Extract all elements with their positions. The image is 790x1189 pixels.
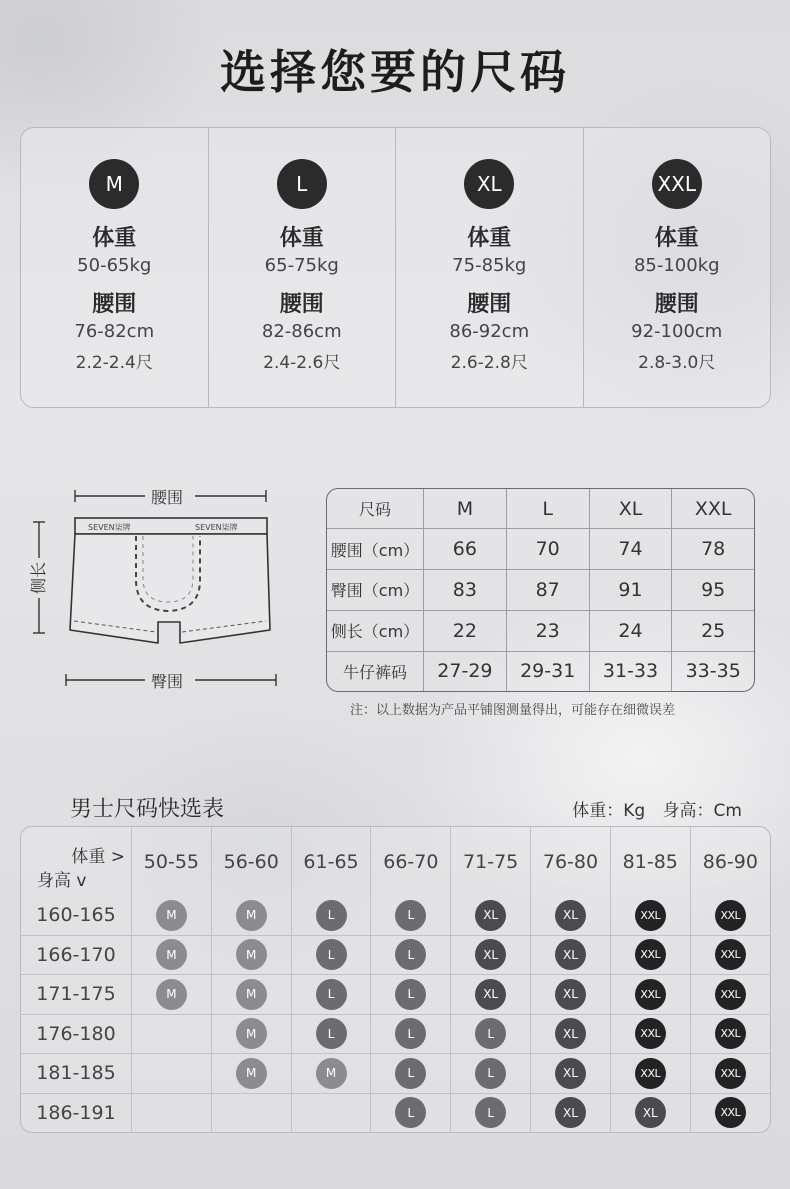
brand-logo: SEVEN柒牌 bbox=[88, 523, 131, 532]
table-cell: 23 bbox=[506, 610, 589, 651]
quick-table-cell bbox=[690, 1014, 770, 1054]
measurement-note: 注：以上数据为产品平铺图测量得出，可能存在细微误差 bbox=[350, 703, 676, 718]
quick-table-cell bbox=[291, 1054, 371, 1094]
waist-cm: 76-82cm bbox=[74, 321, 155, 342]
table-header-cell: L bbox=[506, 489, 589, 529]
table-cell: 22 bbox=[424, 610, 507, 651]
size-card-xxl bbox=[584, 128, 771, 407]
size-dot: XXL bbox=[635, 939, 666, 970]
table-cell: 29-31 bbox=[506, 651, 589, 691]
size-dot: XL bbox=[555, 1018, 586, 1049]
waist-chi: 2.8-3.0尺 bbox=[638, 353, 716, 373]
quick-table-cell bbox=[531, 1014, 611, 1054]
quick-table-cell bbox=[291, 896, 371, 935]
weight-header-cell: 76-80 bbox=[531, 827, 611, 896]
table-cell: 95 bbox=[672, 570, 754, 611]
quick-table-cell bbox=[451, 896, 531, 935]
quick-table-cell bbox=[690, 935, 770, 975]
quick-table-cell bbox=[451, 1093, 531, 1132]
table-row bbox=[327, 610, 754, 651]
weight-header-cell: 71-75 bbox=[451, 827, 531, 896]
size-dot: XL bbox=[555, 1058, 586, 1089]
size-dot: M bbox=[156, 900, 187, 931]
quick-table-header-row bbox=[21, 827, 770, 896]
size-card-l bbox=[209, 128, 397, 407]
waist-cm: 92-100cm bbox=[631, 321, 723, 342]
size-dot: M bbox=[236, 900, 267, 931]
table-cell: 25 bbox=[672, 610, 754, 651]
quick-table-cell bbox=[610, 975, 690, 1015]
page-title: 选择您要的尺码 bbox=[220, 45, 570, 99]
height-axis-label: 身高 v bbox=[37, 870, 87, 891]
weight-label: 体重 bbox=[279, 226, 324, 251]
weight-label: 体重 bbox=[654, 226, 699, 251]
quick-table-row bbox=[21, 1093, 770, 1132]
quick-table-cell bbox=[291, 975, 371, 1015]
size-dot: L bbox=[316, 1018, 347, 1049]
weight-header-cell: 61-65 bbox=[291, 827, 371, 896]
size-dot: XXL bbox=[635, 900, 666, 931]
height-row-label: 186-191 bbox=[21, 1093, 132, 1132]
size-badge: M bbox=[89, 159, 139, 209]
size-dot: M bbox=[236, 939, 267, 970]
waist-label: 腰围 bbox=[654, 292, 699, 317]
size-badge: L bbox=[277, 159, 327, 209]
quick-table-cell bbox=[610, 935, 690, 975]
waist-chi: 2.2-2.4尺 bbox=[75, 353, 153, 373]
weight-value: 50-65kg bbox=[77, 255, 152, 276]
table-header-cell: M bbox=[424, 489, 507, 529]
quick-table-corner bbox=[21, 827, 132, 896]
height-row-label: 160-165 bbox=[21, 896, 132, 935]
weight-value: 85-100kg bbox=[633, 255, 720, 276]
quick-table-cell bbox=[451, 975, 531, 1015]
quick-table-cell bbox=[211, 1093, 291, 1132]
quick-table-cell bbox=[291, 1093, 371, 1132]
quick-table-cell bbox=[610, 1014, 690, 1054]
weight-header-cell: 81-85 bbox=[610, 827, 690, 896]
quick-table-title: 男士尺码快选表 bbox=[70, 797, 225, 822]
size-dot: XL bbox=[475, 900, 506, 931]
table-header-cell: 尺码 bbox=[327, 489, 424, 529]
quick-table-cell bbox=[690, 896, 770, 935]
waist-cm: 82-86cm bbox=[261, 321, 342, 342]
size-dot: XL bbox=[555, 1097, 586, 1128]
table-cell: 87 bbox=[506, 570, 589, 611]
quick-table-cell bbox=[451, 935, 531, 975]
waist-cm: 86-92cm bbox=[449, 321, 530, 342]
quick-table-cell bbox=[690, 1093, 770, 1132]
table-row-label: 牛仔裤码 bbox=[327, 651, 424, 691]
table-row bbox=[327, 651, 754, 691]
size-dot: XXL bbox=[635, 979, 666, 1010]
weight-value: 65-75kg bbox=[264, 255, 339, 276]
size-dot: XL bbox=[555, 900, 586, 931]
quick-table-cell bbox=[371, 975, 451, 1015]
quick-table-cell bbox=[451, 1014, 531, 1054]
size-dot: L bbox=[395, 900, 426, 931]
quick-table-cell bbox=[132, 935, 212, 975]
quick-table-cell bbox=[610, 1093, 690, 1132]
table-row-label: 臀围（cm） bbox=[327, 570, 424, 611]
table-row-label: 侧长（cm） bbox=[327, 610, 424, 651]
quick-table-cell bbox=[211, 1014, 291, 1054]
quick-table-cell bbox=[371, 1014, 451, 1054]
table-cell: 66 bbox=[424, 529, 507, 570]
waist-label: 腰围 bbox=[92, 292, 137, 317]
table-header-cell: XXL bbox=[672, 489, 754, 529]
table-cell: 33-35 bbox=[685, 660, 741, 683]
quick-table-cell bbox=[211, 896, 291, 935]
height-row-label: 166-170 bbox=[21, 935, 132, 975]
quick-table-cell bbox=[211, 975, 291, 1015]
size-badge: XXL bbox=[652, 159, 702, 209]
size-dot: XL bbox=[555, 939, 586, 970]
quick-table-cell bbox=[690, 1054, 770, 1094]
size-dot: M bbox=[236, 979, 267, 1010]
size-dot: M bbox=[156, 939, 187, 970]
quick-table-cell bbox=[291, 1014, 371, 1054]
quick-table-row bbox=[21, 1014, 770, 1054]
underwear-diagram bbox=[20, 480, 280, 695]
size-dot: L bbox=[316, 939, 347, 970]
measurement-table bbox=[326, 488, 755, 692]
hip-dimension-label: 臀围 bbox=[151, 672, 184, 691]
quick-table-cell bbox=[531, 1054, 611, 1094]
height-row-label: 181-185 bbox=[21, 1054, 132, 1094]
table-cell: 91 bbox=[589, 570, 672, 611]
quick-table-cell bbox=[531, 975, 611, 1015]
height-row-label: 176-180 bbox=[21, 1014, 132, 1054]
quick-table-cell bbox=[132, 1054, 212, 1094]
quick-table-cell bbox=[371, 896, 451, 935]
size-dot: XXL bbox=[635, 1018, 666, 1049]
weight-header-cell: 66-70 bbox=[371, 827, 451, 896]
quick-table-row bbox=[21, 896, 770, 935]
size-dot: XXL bbox=[715, 939, 746, 970]
weight-header-cell: 56-60 bbox=[211, 827, 291, 896]
size-dot: XXL bbox=[715, 900, 746, 931]
weight-label: 体重 bbox=[92, 226, 137, 251]
size-dot: XXL bbox=[635, 1058, 666, 1089]
quick-table-cell bbox=[371, 1093, 451, 1132]
quick-table-units: 体重：Kg 身高：Cm bbox=[572, 801, 742, 821]
size-dot: L bbox=[395, 979, 426, 1010]
weight-label: 体重 bbox=[467, 226, 512, 251]
quick-table-cell bbox=[371, 1054, 451, 1094]
size-dot: XXL bbox=[715, 1058, 746, 1089]
quick-size-table bbox=[20, 826, 771, 1133]
table-cell: 24 bbox=[589, 610, 672, 651]
size-dot: XL bbox=[555, 979, 586, 1010]
quick-table-row bbox=[21, 975, 770, 1015]
quick-table-row bbox=[21, 935, 770, 975]
side-dimension-label: 侧长 bbox=[29, 561, 49, 595]
quick-table-cell bbox=[132, 975, 212, 1015]
table-row-label: 腰围（cm） bbox=[327, 529, 424, 570]
size-dot: L bbox=[395, 1097, 426, 1128]
size-dot: L bbox=[395, 1058, 426, 1089]
briefs-illustration bbox=[20, 480, 280, 695]
waist-chi: 2.6-2.8尺 bbox=[450, 353, 528, 373]
size-dot: L bbox=[395, 939, 426, 970]
quick-table-row bbox=[21, 1054, 770, 1094]
quick-table-cell bbox=[531, 896, 611, 935]
table-row bbox=[327, 570, 754, 611]
size-dot: XXL bbox=[715, 979, 746, 1010]
weight-header-cell: 86-90 bbox=[702, 850, 758, 873]
size-card-xl bbox=[396, 128, 584, 407]
table-cell: 78 bbox=[672, 529, 754, 570]
size-card-m bbox=[21, 128, 209, 407]
waist-label: 腰围 bbox=[467, 292, 512, 317]
size-dot: M bbox=[156, 979, 187, 1010]
table-cell: 31-33 bbox=[589, 651, 672, 691]
size-dot: XXL bbox=[715, 1018, 746, 1049]
quick-table-cell bbox=[690, 975, 770, 1015]
size-cards bbox=[20, 127, 771, 408]
table-header-cell: XL bbox=[589, 489, 672, 529]
table-cell: 70 bbox=[506, 529, 589, 570]
quick-table-cell bbox=[371, 935, 451, 975]
quick-table-cell bbox=[531, 1093, 611, 1132]
waist-dimension-label: 腰围 bbox=[151, 488, 184, 507]
quick-table-cell bbox=[211, 1054, 291, 1094]
table-row bbox=[327, 529, 754, 570]
quick-table-cell bbox=[132, 1093, 212, 1132]
waist-label: 腰围 bbox=[279, 292, 324, 317]
weight-header-cell: 50-55 bbox=[132, 827, 212, 896]
table-cell: 27-29 bbox=[424, 651, 507, 691]
height-row-label: 171-175 bbox=[21, 975, 132, 1015]
weight-axis-label: 体重 > bbox=[71, 846, 125, 867]
quick-table-cell bbox=[610, 896, 690, 935]
brand-logo: SEVEN柒牌 bbox=[195, 523, 238, 532]
size-dot: XL bbox=[475, 939, 506, 970]
size-dot: L bbox=[475, 1097, 506, 1128]
table-cell: 74 bbox=[589, 529, 672, 570]
quick-table-cell bbox=[291, 935, 371, 975]
size-dot: M bbox=[316, 1058, 347, 1089]
size-dot: XL bbox=[475, 979, 506, 1010]
table-cell: 83 bbox=[424, 570, 507, 611]
quick-table-cell bbox=[132, 1014, 212, 1054]
size-dot: XL bbox=[635, 1097, 666, 1128]
size-dot: M bbox=[236, 1058, 267, 1089]
size-dot: L bbox=[475, 1018, 506, 1049]
size-dot: M bbox=[236, 1018, 267, 1049]
quick-table-cell bbox=[211, 935, 291, 975]
size-dot: L bbox=[316, 979, 347, 1010]
quick-table-cell bbox=[610, 1054, 690, 1094]
size-dot: L bbox=[475, 1058, 506, 1089]
size-dot: L bbox=[316, 900, 347, 931]
size-dot: L bbox=[395, 1018, 426, 1049]
weight-value: 75-85kg bbox=[452, 255, 527, 276]
quick-table-cell bbox=[451, 1054, 531, 1094]
quick-table-cell bbox=[132, 896, 212, 935]
size-dot: XXL bbox=[715, 1097, 746, 1128]
table-header-row bbox=[327, 489, 754, 529]
waist-chi: 2.4-2.6尺 bbox=[263, 353, 341, 373]
quick-table-cell bbox=[531, 935, 611, 975]
size-badge: XL bbox=[464, 159, 514, 209]
